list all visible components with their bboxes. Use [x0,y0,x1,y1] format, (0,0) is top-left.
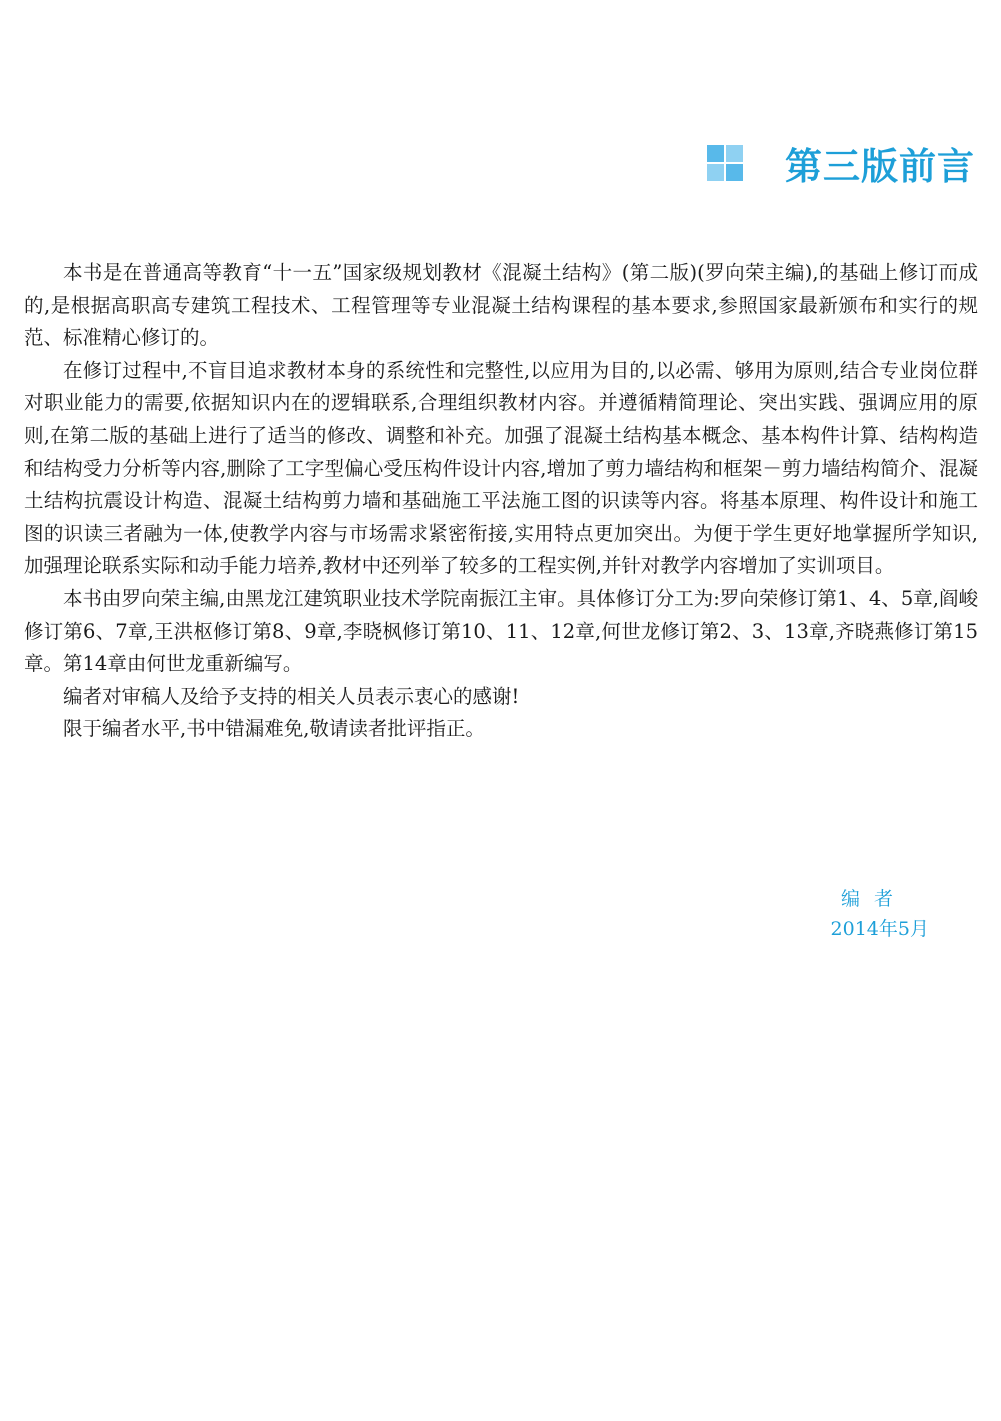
page-title: 第三版前言 [785,145,975,188]
preface-header [707,138,975,188]
paragraph-1: 本书是在普通高等教育“十一五”国家级规划教材《混凝土结构》(第二版)(罗向荣主编),的基础上修订而成的,是根据高职高专建筑工程技术、工程管理等专业混凝土结构课程的基本要求,参照国家最新颁布和实行的规范、标准精心修订的。 [24,261,978,350]
paragraph-4: 编者对审稿人及给予支持的相关人员表示衷心的感谢! [63,684,520,708]
signature-date: 2014年5月 [830,918,929,940]
signature-block [831,884,931,944]
paragraph-3: 本书由罗向荣主编,由黑龙江建筑职业技术学院南振江主审。具体修订分工为:罗向荣修订第1、4、5章,阎峻修订第6、7章,王洪枢修订第8、9章,李晓枫修订第10、11、12章,何世龙修订第2、3、13章,齐晓燕修订第15章。第14章由何世龙重新编写。 [24,586,978,676]
paragraph-2: 在修订过程中,不盲目追求教材本身的系统性和完整性,以应用为目的,以必需、够用为原则,结合专业岗位群对职业能力的需要,依据知识内在的逻辑联系,合理组织教材内容。并遵循精简理论、突出实践、强调应用的原则,在第二版的基础上进行了适当的修改、调整和补充。加强了混凝土结构基本概念、基本构件计算、结构构造和结构受力分析等内容,删除了工字型偏心受压构件设计内容,增加了剪力墙结构和框架－剪力墙结构简介、混凝土结构抗震设计构造、混凝土结构剪力墙和基础施工平法施工图的识读等内容。将基本原理、构件设计和施工图的识读三者融为一体,使教学内容与市场需求紧密衔接,实用特点更加突出。为便于学生更好地掌握所学知识,加强理论联系实际和动手能力培养,教材中还列举了较多的工程实例,并针对教学内容增加了实训项目。 [24,358,978,578]
author-signature: 编者 [840,888,907,910]
paragraph-5: 限于编者水平,书中错漏难免,敬请读者批评指正。 [63,717,485,741]
four-squares-icon [707,145,743,181]
preface-body [24,257,978,746]
